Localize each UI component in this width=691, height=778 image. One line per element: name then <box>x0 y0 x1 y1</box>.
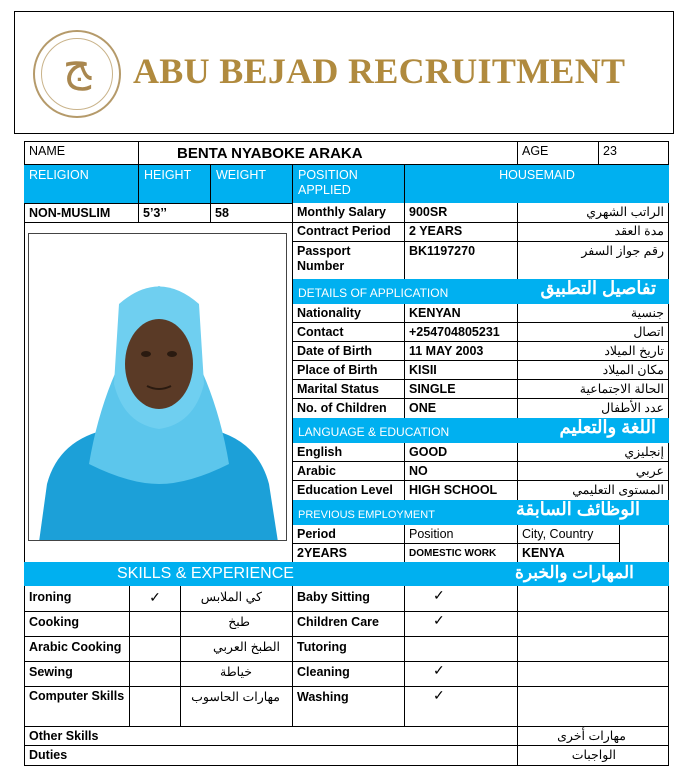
employment-header <box>293 500 669 525</box>
age-value: 23 <box>598 141 669 165</box>
skill-cooking-ar: طبخ <box>228 615 250 629</box>
language-title: LANGUAGE & EDUCATION <box>298 425 450 439</box>
nationality-label: Nationality <box>293 304 405 323</box>
skill-sewing: Sewing <box>29 665 73 679</box>
pob-label: Place of Birth <box>293 361 405 380</box>
skills-title-ar: المهارات والخبرة <box>515 563 634 582</box>
skill-computer: Computer Skills <box>29 689 125 703</box>
skill-arabic-cooking: Arabic Cooking <box>29 640 122 654</box>
contact-label: Contact <box>293 323 405 342</box>
location-value: KENYA <box>518 544 620 562</box>
check-icon: ✓ <box>433 612 445 628</box>
check-icon: ✓ <box>433 662 445 678</box>
nationality-value: KENYAN <box>405 304 518 323</box>
application-title: DETAILS OF APPLICATION <box>298 286 449 300</box>
skills-title: SKILLS & EXPERIENCE <box>117 565 294 582</box>
skill-ironing-ar: كي الملابس <box>200 590 262 604</box>
candidate-photo-icon <box>29 234 287 541</box>
arabic-ar: عربي <box>518 462 668 481</box>
application-title-ar: تفاصيل التطبيق <box>540 279 656 298</box>
english-ar: إنجليزي <box>518 443 668 462</box>
company-name: ABU BEJAD RECRUITMENT <box>133 51 626 91</box>
children-value: ONE <box>405 399 518 418</box>
contract-value: 2 YEARS <box>405 222 518 242</box>
english-value: GOOD <box>405 443 518 462</box>
check-icon: ✓ <box>149 589 161 605</box>
contract-ar: مدة العقد <box>518 222 668 242</box>
education-label: Education Level <box>293 481 405 500</box>
employment-title: PREVIOUS EMPLOYMENT <box>298 509 435 521</box>
passport-value: BK1197270 <box>405 241 518 279</box>
location-label: City, Country <box>518 525 620 544</box>
skill-sewing-ar: خياطة <box>220 665 252 679</box>
position-label: Position <box>405 525 518 544</box>
education-ar: المستوى التعليمي <box>572 483 664 497</box>
position-value: HOUSEMAID <box>405 165 669 203</box>
nationality-ar: جنسية <box>518 304 668 323</box>
calligraphy-logo-icon: ﺞ <box>33 30 121 118</box>
application-header <box>293 279 669 304</box>
height-header: HEIGHT <box>139 165 211 203</box>
marital-value: SINGLE <box>405 380 518 399</box>
other-skills-ar: مهارات أخرى <box>557 729 626 743</box>
english-label: English <box>293 443 405 462</box>
salary-value: 900SR <box>405 203 518 223</box>
contract-label: Contract Period <box>293 222 405 242</box>
height-value: 5’3’’ <box>138 203 211 223</box>
period-value: 2YEARS <box>293 544 405 562</box>
passport-ar: رقم جواز السفر <box>581 244 664 258</box>
skill-tutoring: Tutoring <box>297 640 347 654</box>
check-icon <box>130 637 180 661</box>
arabic-label: Arabic <box>293 462 405 481</box>
dob-label: Date of Birth <box>293 342 405 361</box>
check-icon <box>130 612 180 636</box>
age-label: AGE <box>517 141 599 165</box>
passport-label: Passport Number <box>293 241 405 279</box>
skill-baby-sitting: Baby Sitting <box>297 590 370 604</box>
check-icon: ✓ <box>433 687 445 703</box>
position-header: POSITION APPLIED <box>293 165 405 203</box>
marital-ar: الحالة الاجتماعية <box>518 380 668 399</box>
name-label: NAME <box>24 141 139 165</box>
salary-ar: الراتب الشهري <box>518 203 668 223</box>
pob-value: KISII <box>405 361 518 380</box>
skill-children-care: Children Care <box>297 615 379 629</box>
check-icon <box>130 687 180 726</box>
language-header <box>293 418 669 443</box>
salary-label: Monthly Salary <box>293 203 405 223</box>
employment-title-ar: الوظائف السابقة <box>515 500 640 519</box>
duties-ar: الواجبات <box>571 748 616 762</box>
other-skills-label: Other Skills <box>29 729 99 743</box>
candidate-name: BENTA NYABOKE ARAKA <box>138 141 518 165</box>
religion-header: RELIGION <box>24 165 139 203</box>
dob-ar: تاريخ الميلاد <box>518 342 668 361</box>
check-icon: ✓ <box>433 587 445 603</box>
skill-cleaning: Cleaning <box>297 665 350 679</box>
skill-cooking: Cooking <box>29 615 79 629</box>
skill-computer-ar: مهارات الحاسوب <box>191 690 280 704</box>
check-icon <box>130 662 180 686</box>
dob-value: 11 MAY 2003 <box>405 342 518 361</box>
employment-position-value: DOMESTIC WORK <box>405 544 518 562</box>
language-title-ar: اللغة والتعليم <box>559 418 656 437</box>
weight-value: 58 <box>210 203 293 223</box>
skills-header <box>24 562 669 586</box>
arabic-value: NO <box>405 462 518 481</box>
skill-ironing: Ironing <box>29 590 72 604</box>
skill-arabic-cooking-ar: الطبخ العربي <box>213 640 280 654</box>
weight-header: WEIGHT <box>211 165 293 203</box>
pob-ar: مكان الميلاد <box>518 361 668 380</box>
marital-label: Marital Status <box>293 380 405 399</box>
children-label: No. of Children <box>293 399 405 418</box>
period-label: Period <box>293 525 405 544</box>
religion-value: NON-MUSLIM <box>24 203 139 223</box>
candidate-photo <box>28 233 287 541</box>
contact-value: +254704805231 <box>405 323 518 342</box>
letterhead <box>14 11 674 134</box>
education-value: HIGH SCHOOL <box>405 481 518 500</box>
check-icon <box>405 637 517 661</box>
skill-washing: Washing <box>297 690 349 704</box>
contact-ar: اتصال <box>518 323 668 342</box>
children-ar: عدد الأطفال <box>601 401 664 415</box>
duties-label: Duties <box>29 748 68 762</box>
